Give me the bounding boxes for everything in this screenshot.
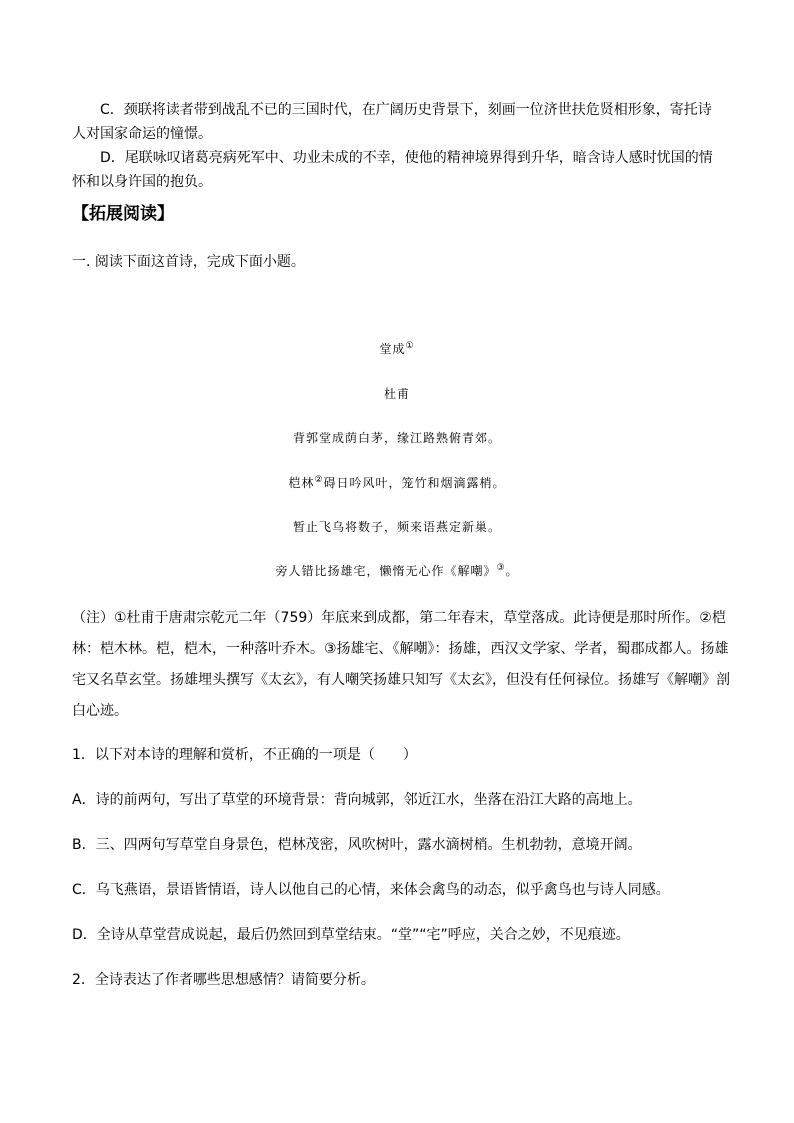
question-1-stem: 1．以下对本诗的理解和赏析，不正确的一项是（ ） (72, 747, 417, 763)
poem-line: 背郭堂成荫白茅，缘江路熟俯青郊。 (292, 431, 501, 445)
footnote-mark: ② (314, 475, 324, 485)
instruction: 一. 阅读下面这首诗，完成下面小题。 (72, 254, 305, 270)
poem-annotation: （注）①杜甫于唐肃宗乾元二年（759）年底来到成都，第二年春末，草堂落成。此诗便是那时所作。②桤林：桤木林。桤，桤木，一种落叶乔木。③扬雄宅、《解嘲》：扬雄，西汉文学家、学者，蜀郡成都人。扬雄宅又名草玄堂。扬雄埋头撰写《太玄》，有人嘲笑扬雄只知写《太玄》，但没有任何禄位。扬雄写《解嘲》剖白心迹。 (72, 610, 730, 719)
question-1-option-d: D．全诗从草堂营成说起，最后仍然回到草堂结束。“堂”“宅”呼应，关合之妙，不见痕迹。 (72, 927, 630, 943)
option-d-prev: D．尾联咏叹诸葛亮病死军中、功业未成的不幸，使他的精神境界得到升华，暗含诗人感时忧国的情怀和以身许国的抱负。 (72, 150, 713, 190)
poem-author: 杜甫 (383, 387, 410, 401)
section-title: 【拓展阅读】 (72, 204, 174, 224)
question-2-stem: 2．全诗表达了作者哪些思想感情？请简要分析。 (72, 972, 375, 988)
footnote-mark: ③ (496, 563, 506, 573)
poem-line: 桤林②碍日吟风叶，笼竹和烟滴露梢。 (288, 475, 506, 490)
poem-line: 暂止飞乌将数子，频来语燕定新巢。 (292, 520, 501, 534)
question-1-option-c: C．乌飞燕语，景语皆情语，诗人以他自己的心情，来体会禽鸟的动态，似乎禽鸟也与诗人同感。 (72, 882, 670, 898)
question-1-option-a: A．诗的前两句，写出了草堂的环境背景：背向城郭，邻近江水，坐落在沿江大路的高地上。 (72, 792, 642, 808)
option-c-prev: C．颈联将读者带到战乱不已的三国时代，在广阔历史背景下，刻画一位济世扶危贤相形象，寄托诗人对国家命运的憧憬。 (72, 102, 712, 142)
footnote-mark: ① (405, 341, 415, 351)
question-1-option-b: B．三、四两句写草堂自身景色，桤林茂密，风吹树叶，露水滴树梢。生机勃勃，意境开阔。 (72, 837, 642, 853)
poem-line: 旁人错比扬雄宅，懒惰无心作《解嘲》③。 (275, 563, 519, 578)
poem-title: 堂成① (379, 341, 415, 356)
